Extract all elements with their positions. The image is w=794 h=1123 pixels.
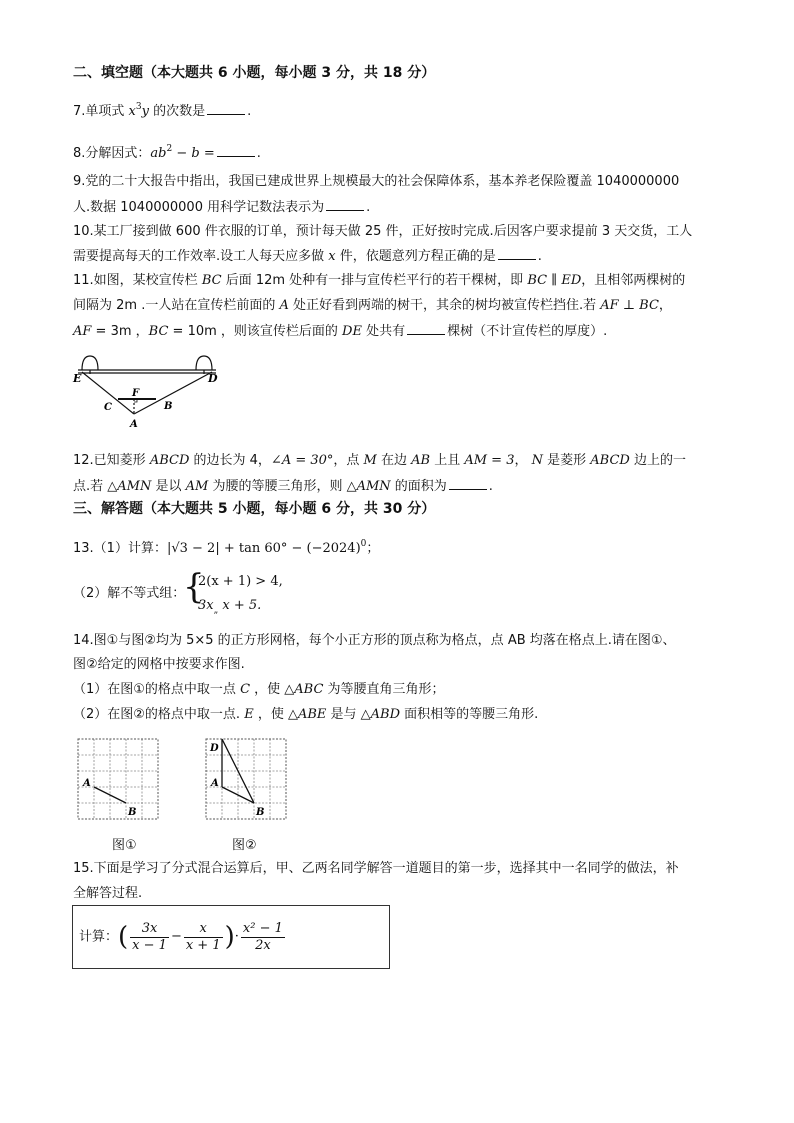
q7-text: 的次数是 — [148, 104, 206, 119]
q15-label: 计算： — [79, 929, 119, 945]
label-a: A — [130, 419, 138, 430]
grid2-label-d: D — [210, 743, 219, 754]
grid1-label-b: B — [128, 807, 137, 818]
q12-l1-mid5: ， — [514, 453, 532, 468]
q12-end: . — [488, 479, 493, 494]
q14-p2-pre: （2）在图②的格点中取一点. — [73, 707, 245, 722]
q8-rest: − b = — [172, 146, 215, 161]
q13-p1-expr: |√3 − 2| + tan 60° − (−2024) — [166, 541, 361, 556]
question-14-line-1: 14.图①与图②均为 5×5 的正方形网格，每个小正方形的顶点称为格点，点 AB 均落在格点上.请在图①、 — [73, 633, 676, 648]
q13-p1-pre: 13.（1）计算： — [73, 541, 167, 556]
q7-x: x — [128, 104, 136, 119]
q11-l1-post: ，且相邻两棵树的 — [581, 273, 686, 288]
fraction-3 — [241, 921, 285, 954]
left-paren: ( — [118, 922, 129, 952]
q12-m: M — [363, 453, 377, 468]
q12-l1-mid4: 上且 — [430, 453, 465, 468]
fraction-1 — [130, 921, 169, 954]
q10-end: . — [537, 249, 542, 264]
q11-l3-mid2: = 10m ，则该宣传栏后面的 — [168, 324, 343, 339]
question-12-line-2 — [73, 477, 493, 496]
f3-den: 2x — [255, 937, 271, 953]
label-c: C — [104, 402, 112, 413]
q9-answer-blank[interactable] — [326, 198, 364, 211]
question-15-line-2: 全解答过程. — [73, 886, 143, 901]
question-12-line-1 — [73, 452, 686, 470]
q12-l2-pre: 点.若 — [73, 479, 108, 494]
f2-den: x + 1 — [185, 937, 221, 953]
q12-l2-post: 的面积为 — [390, 479, 447, 494]
tree-e-icon — [82, 356, 98, 370]
q12-answer-blank[interactable] — [449, 477, 487, 490]
q12-l1-post: 边上的一 — [629, 453, 686, 468]
q11-l3-post: 棵树（不计宣传栏的厚度）. — [447, 324, 608, 339]
ineq-1-text: 2(x + 1) > 4, — [198, 574, 283, 589]
f1-den: x − 1 — [132, 937, 167, 953]
ineq-2-rhs: x + 5. — [218, 598, 262, 613]
q11-l1-pre: 11.如图，某校宣传栏 — [73, 273, 202, 288]
section-heading-fill-in: 二、填空题（本大题共 6 小题，每小题 3 分，共 18 分） — [73, 65, 436, 81]
f1-num: 3x — [130, 921, 169, 938]
q12-l1-mid1: 的边长为 4， — [189, 453, 271, 468]
question-8 — [73, 140, 261, 163]
q14-p1-c: C — [240, 682, 251, 697]
question-9-line-1: 9.党的二十大报告中指出，我国已建成世界上规模最大的社会保障体系，基本养老保险覆盖 1040000000 — [73, 174, 680, 189]
q12-tri: △AMN — [107, 479, 152, 494]
question-7 — [73, 98, 251, 121]
f2-num: x — [184, 921, 223, 938]
q14-p2-post: 面积相等的等腰三角形. — [400, 707, 539, 722]
question-11-line-3 — [73, 322, 607, 341]
question-13-part-1 — [73, 535, 379, 558]
q11-l3-bc: BC — [148, 324, 169, 339]
q10-post: 件，依题意列方程正确的是 — [335, 249, 496, 264]
q14-p2-e: E — [244, 707, 254, 722]
q12-tri2: △AMN — [346, 479, 391, 494]
q11-l3-de: DE — [342, 324, 362, 339]
q15-expression — [79, 920, 287, 955]
ineq-2-lhs: 3x — [198, 598, 214, 613]
q12-l1-mid3: 在边 — [376, 453, 412, 468]
question-11-line-2 — [73, 297, 672, 315]
q7-exponent: 3 — [135, 102, 142, 112]
section-heading-solutions: 三、解答题（本大题共 5 小题，每小题 6 分，共 30 分） — [73, 501, 436, 517]
grid1-label-a: A — [83, 778, 91, 789]
right-paren: ) — [224, 922, 235, 952]
q11-l1-bc: BC — [201, 273, 222, 288]
q11-l2-a: A — [279, 298, 289, 313]
q14-p1-mid: ，使 — [250, 682, 285, 697]
inequality-brace: { — [183, 567, 205, 607]
q12-ab: AB — [411, 453, 431, 468]
figure-11-diagram — [72, 352, 222, 432]
q11-l1-mid: 后面 12m 处种有一排与宣传栏平行的若干棵树，即 — [221, 273, 528, 288]
label-d: D — [208, 372, 218, 385]
q11-l3-mid3: 处共有 — [361, 324, 406, 339]
q13-p1-end: ； — [366, 541, 380, 556]
q14-p2-mid: ，使 — [253, 707, 288, 722]
q12-l1-mid6: 是菱形 — [543, 453, 591, 468]
q11-l2-rel: AF ⊥ BC — [600, 298, 659, 313]
q9-text: 人.数据 1040000000 用科学记数法表示为 — [73, 200, 325, 215]
q8-answer-blank[interactable] — [217, 144, 255, 157]
label-e: E — [73, 372, 82, 385]
q8-end: . — [256, 146, 261, 161]
question-14-part-2 — [73, 706, 538, 724]
grid-figure-2[interactable] — [206, 739, 286, 819]
f3-num: x² − 1 — [242, 920, 283, 936]
line-da — [134, 372, 212, 414]
label-b: B — [164, 401, 173, 412]
grid2-label-a: A — [211, 778, 219, 789]
fraction-2 — [184, 921, 223, 954]
question-14-line-2: 图②给定的网格中按要求作图. — [73, 657, 245, 672]
q15-expression-box — [72, 905, 390, 969]
q9-end: . — [366, 200, 371, 215]
q14-p1-pre: （1）在图①的格点中取一点 — [73, 682, 241, 697]
q14-p2-tri: △ABE — [287, 707, 327, 722]
grid1-caption: 图① — [112, 838, 137, 853]
grid2-caption: 图② — [232, 838, 257, 853]
q10-answer-blank[interactable] — [498, 247, 536, 260]
inequality-1 — [198, 573, 283, 591]
q12-n: N — [531, 453, 543, 468]
q11-l3-af: AF — [73, 324, 92, 339]
q10-var: x — [328, 249, 336, 264]
q12-l1-pre: 12.已知菱形 — [73, 453, 150, 468]
multiply-dot: · — [234, 929, 239, 944]
q12-l2-mid2: 为腰的等腰三角形，则 — [208, 479, 347, 494]
grid2-label-b: B — [256, 807, 265, 818]
q12-angle: ∠A = 30° — [270, 453, 334, 468]
q7-y: y — [141, 104, 149, 119]
q14-p2-tri2: △ABD — [360, 707, 401, 722]
grid-figure-1[interactable] — [78, 739, 158, 819]
q14-p2-mid2: 是与 — [326, 707, 361, 722]
q12-am: AM = 3 — [464, 453, 515, 468]
label-f: F — [132, 388, 140, 399]
q13-p1-exp: 0 — [360, 539, 367, 549]
question-9-line-2 — [73, 198, 370, 217]
question-15-line-1: 15.下面是学习了分式混合运算后，甲、乙两名同学解答一道题目的第一步，选择其中一名同学的做法，补 — [73, 861, 679, 876]
q10-pre: 需要提高每天的工作效率.设工人每天应多做 — [73, 249, 329, 264]
q12-abcd: ABCD — [149, 453, 190, 468]
question-10-line-2 — [73, 247, 542, 266]
q7-answer-blank[interactable] — [207, 102, 245, 115]
q11-l3-mid1: = 3m ， — [91, 324, 149, 339]
q12-l2-mid: 是以 — [151, 479, 186, 494]
q11-l2-pre: 间隔为 2m .一人站在宣传栏前面的 — [73, 298, 280, 313]
q11-answer-blank[interactable] — [407, 322, 445, 335]
q14-p1-post: 为等腰直角三角形； — [323, 682, 445, 697]
tree-d-icon — [196, 356, 212, 370]
question-14-part-1 — [73, 681, 445, 699]
q8-exponent: 2 — [166, 144, 173, 154]
q11-l1-rel: BC ∥ ED — [527, 273, 582, 288]
q8-prefix: 8.分解因式： — [73, 146, 151, 161]
q7-prefix: 7.单项式 — [73, 104, 129, 119]
question-13-part-2: （2）解不等式组： — [73, 586, 186, 601]
q12-abcd2: ABCD — [590, 453, 630, 468]
inequality-2 — [198, 597, 261, 620]
q12-l2-am: AM — [185, 479, 209, 494]
q11-l2-post: 处正好看到两端的树干，其余的树均被宣传栏挡住.若 — [288, 298, 601, 313]
q11-l2-end: ， — [658, 298, 672, 313]
q12-l1-mid2: ，点 — [333, 453, 364, 468]
question-11-line-1 — [73, 272, 685, 290]
question-10-line-1: 10.某工厂接到做 600 件衣服的订单，预计每天做 25 件，正好按时完成.后因客户要求提前 3 天交货，工人 — [73, 224, 693, 239]
minus-sign: − — [170, 929, 182, 944]
q14-p1-tri: △ABC — [284, 682, 324, 697]
ineq-2-sub: „ — [213, 605, 219, 616]
q8-ab: ab — [150, 146, 167, 161]
q7-end: . — [247, 104, 252, 119]
